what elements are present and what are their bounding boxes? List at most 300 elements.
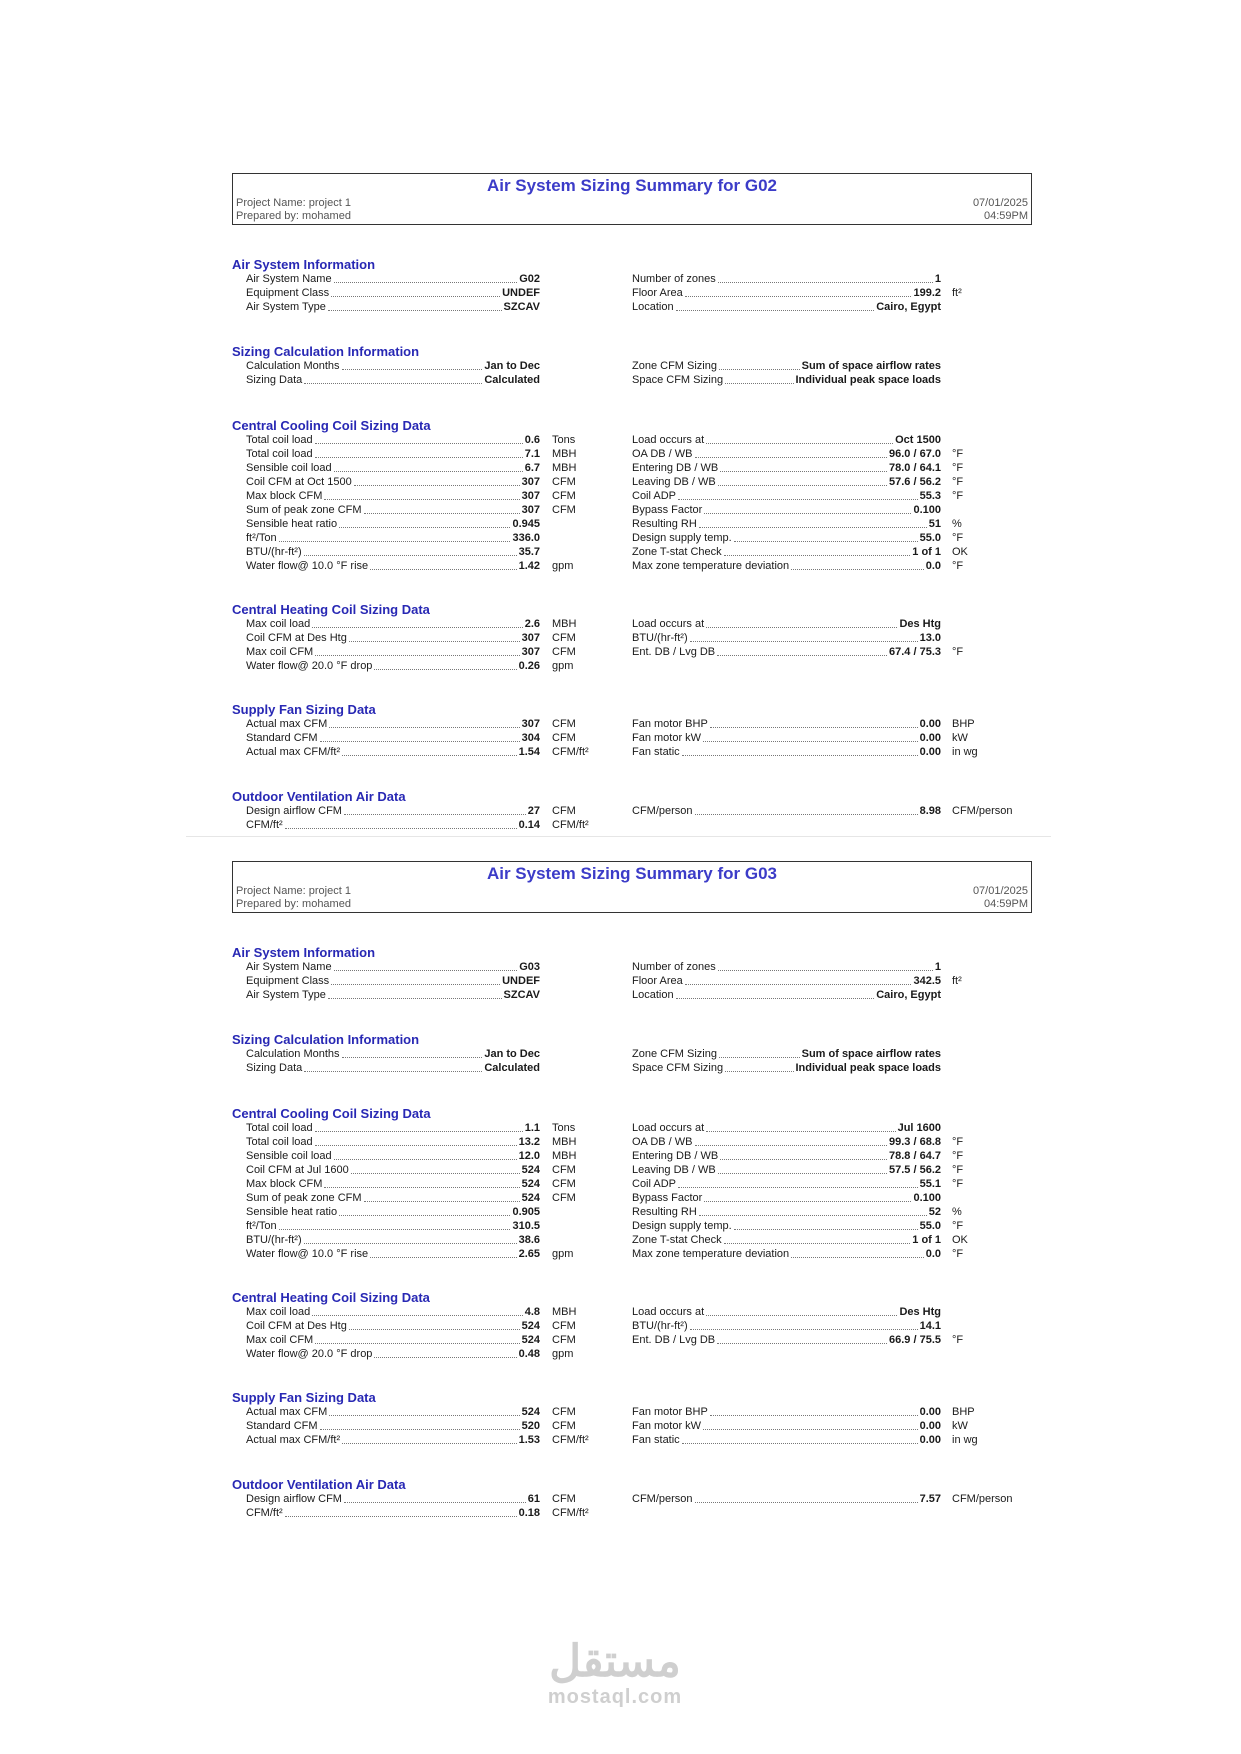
field-value: 1.53 bbox=[518, 1434, 540, 1446]
field-label: Max zone temperature deviation bbox=[632, 560, 790, 572]
field-row-actual-max-cfm bbox=[246, 1405, 540, 1419]
field-unit: °F bbox=[952, 1334, 964, 1346]
field-value: 310.5 bbox=[512, 1220, 540, 1232]
field-row-fan-motor-kw bbox=[632, 731, 941, 745]
field-row-load-occurs-at bbox=[632, 617, 941, 631]
field-value: 1 bbox=[934, 961, 941, 973]
field-row-max-block-cfm bbox=[246, 489, 540, 503]
field-label: BTU/(hr-ft²) bbox=[632, 632, 688, 644]
dot-leader bbox=[364, 1201, 520, 1202]
dot-leader bbox=[690, 641, 918, 642]
field-value: 27 bbox=[527, 805, 540, 817]
field-row-coil-cfm-at-des-htg bbox=[246, 631, 540, 645]
field-label: Sensible heat ratio bbox=[246, 1206, 338, 1218]
field-row-standard-cfm bbox=[246, 1419, 540, 1433]
field-label: Standard CFM bbox=[246, 1420, 318, 1432]
field-label: Equipment Class bbox=[246, 975, 330, 987]
dot-leader bbox=[320, 741, 520, 742]
field-label: Zone T-stat Check bbox=[632, 1234, 722, 1246]
field-row-coil-adp bbox=[632, 1177, 941, 1191]
field-row-max-coil-cfm bbox=[246, 1333, 540, 1347]
dot-leader bbox=[718, 485, 887, 486]
field-row-ent-db-lvg-db bbox=[632, 1333, 941, 1347]
field-value: 524 bbox=[521, 1192, 540, 1204]
field-value: 2.6 bbox=[524, 618, 540, 630]
field-unit: CFM/person bbox=[952, 1493, 1013, 1505]
field-value: 304 bbox=[521, 732, 540, 744]
field-row-location bbox=[632, 988, 941, 1002]
dot-leader bbox=[725, 383, 793, 384]
report-time: 04:59PM bbox=[983, 210, 1028, 222]
report-header bbox=[232, 861, 1032, 913]
section-title-central-heating-coil-sizing-data: Central Heating Coil Sizing Data bbox=[232, 1290, 430, 1305]
field-label: Design airflow CFM bbox=[246, 805, 342, 817]
field-unit: CFM/person bbox=[952, 805, 1013, 817]
field-label: Coil CFM at Des Htg bbox=[246, 632, 347, 644]
field-row-max-coil-load bbox=[246, 1305, 540, 1319]
watermark-latin: mostaql.com bbox=[547, 1686, 683, 1708]
field-label: Sensible coil load bbox=[246, 1150, 332, 1162]
dot-leader bbox=[682, 755, 918, 756]
field-label: Air System Type bbox=[246, 989, 326, 1001]
field-unit: CFM bbox=[552, 1334, 576, 1346]
field-row-zone-t-stat-check bbox=[632, 1233, 941, 1247]
dot-leader bbox=[706, 1315, 897, 1316]
field-row-max-zone-temperature-deviation bbox=[632, 1247, 941, 1261]
project-name: Project Name: project 1 bbox=[236, 885, 351, 897]
dot-leader bbox=[690, 1329, 918, 1330]
dot-leader bbox=[685, 984, 912, 985]
dot-leader bbox=[364, 513, 520, 514]
dot-leader bbox=[351, 1173, 520, 1174]
dot-leader bbox=[717, 1343, 887, 1344]
dot-leader bbox=[342, 1443, 516, 1444]
field-value: 524 bbox=[521, 1178, 540, 1190]
field-value: 0.00 bbox=[919, 1420, 941, 1432]
field-row-total-coil-load bbox=[246, 1135, 540, 1149]
field-row-zone-cfm-sizing bbox=[632, 1047, 941, 1061]
field-unit: in wg bbox=[952, 746, 978, 758]
field-unit: °F bbox=[952, 462, 964, 474]
field-value: 307 bbox=[521, 490, 540, 502]
field-unit: °F bbox=[952, 1248, 964, 1260]
field-label: Zone T-stat Check bbox=[632, 546, 722, 558]
dot-leader bbox=[678, 1187, 918, 1188]
field-value: 307 bbox=[521, 504, 540, 516]
field-unit: gpm bbox=[552, 660, 574, 672]
dot-leader bbox=[349, 641, 520, 642]
dot-leader bbox=[312, 627, 523, 628]
field-label: Number of zones bbox=[632, 961, 716, 973]
dot-leader bbox=[682, 1443, 918, 1444]
field-label: ft²/Ton bbox=[246, 1220, 277, 1232]
field-label: Load occurs at bbox=[632, 434, 705, 446]
field-value: 0.00 bbox=[919, 746, 941, 758]
field-row-sum-of-peak-zone-cfm bbox=[246, 1191, 540, 1205]
field-unit: °F bbox=[952, 646, 964, 658]
section-title-central-cooling-coil-sizing-data: Central Cooling Coil Sizing Data bbox=[232, 418, 431, 433]
project-name: Project Name: project 1 bbox=[236, 197, 351, 209]
dot-leader bbox=[279, 1229, 511, 1230]
dot-leader bbox=[312, 1315, 523, 1316]
field-value: Individual peak space loads bbox=[795, 1062, 941, 1074]
field-value: 0.0 bbox=[925, 1248, 941, 1260]
field-unit: CFM bbox=[552, 732, 576, 744]
field-unit: CFM/ft² bbox=[552, 1507, 589, 1519]
field-value: 96.0 / 67.0 bbox=[889, 448, 941, 460]
field-label: BTU/(hr-ft²) bbox=[632, 1320, 688, 1332]
field-unit: CFM/ft² bbox=[552, 746, 589, 758]
field-label: Max coil load bbox=[246, 1306, 311, 1318]
field-unit: °F bbox=[952, 1164, 964, 1176]
field-label: BTU/(hr-ft²) bbox=[246, 546, 302, 558]
field-label: Load occurs at bbox=[632, 618, 705, 630]
section-title-air-system-information: Air System Information bbox=[232, 257, 376, 272]
field-row-resulting-rh bbox=[632, 1205, 941, 1219]
report-g03 bbox=[232, 861, 1032, 1519]
field-value: 307 bbox=[521, 632, 540, 644]
field-row-max-block-cfm bbox=[246, 1177, 540, 1191]
dot-leader bbox=[791, 569, 924, 570]
field-row-actual-max-cfm-ft bbox=[246, 1433, 540, 1447]
field-value: 52 bbox=[928, 1206, 941, 1218]
field-value: 51 bbox=[928, 518, 941, 530]
field-value: 13.2 bbox=[518, 1136, 540, 1148]
dot-leader bbox=[706, 627, 897, 628]
field-value: 55.0 bbox=[919, 1220, 941, 1232]
prepared-by: Prepared by: mohamed bbox=[236, 210, 351, 222]
dot-leader bbox=[334, 970, 518, 971]
field-value: 0.14 bbox=[518, 819, 540, 831]
field-label: Equipment Class bbox=[246, 287, 330, 299]
field-unit: CFM bbox=[552, 632, 576, 644]
dot-leader bbox=[719, 369, 800, 370]
field-unit: CFM bbox=[552, 504, 576, 516]
dot-leader bbox=[315, 443, 523, 444]
field-row-number-of-zones bbox=[632, 272, 941, 286]
field-label: Design airflow CFM bbox=[246, 1493, 342, 1505]
field-row-fan-static bbox=[632, 745, 941, 759]
field-label: Total coil load bbox=[246, 434, 313, 446]
field-row-entering-db-wb bbox=[632, 461, 941, 475]
field-row-cfm-person bbox=[632, 804, 941, 818]
field-unit: CFM bbox=[552, 1192, 576, 1204]
field-value: 67.4 / 75.3 bbox=[889, 646, 941, 658]
field-unit: °F bbox=[952, 1220, 964, 1232]
dot-leader bbox=[334, 471, 523, 472]
field-label: Total coil load bbox=[246, 1122, 313, 1134]
dot-leader bbox=[304, 1071, 482, 1072]
dot-leader bbox=[331, 984, 500, 985]
field-unit: CFM/ft² bbox=[552, 1434, 589, 1446]
field-label: Resulting RH bbox=[632, 1206, 697, 1218]
field-value: 1 bbox=[934, 273, 941, 285]
dot-leader bbox=[370, 1257, 516, 1258]
field-row-design-airflow-cfm bbox=[246, 804, 540, 818]
field-label: Coil CFM at Jul 1600 bbox=[246, 1164, 349, 1176]
field-value: 7.57 bbox=[919, 1493, 941, 1505]
field-label: Actual max CFM bbox=[246, 1406, 328, 1418]
field-value: 307 bbox=[521, 646, 540, 658]
field-row-floor-area bbox=[632, 974, 941, 988]
section-title-outdoor-ventilation-air-data: Outdoor Ventilation Air Data bbox=[232, 789, 406, 804]
prepared-by: Prepared by: mohamed bbox=[236, 898, 351, 910]
field-unit: CFM bbox=[552, 1178, 576, 1190]
field-row-fan-motor-kw bbox=[632, 1419, 941, 1433]
field-unit: kW bbox=[952, 1420, 968, 1432]
field-row-sum-of-peak-zone-cfm bbox=[246, 503, 540, 517]
field-label: Fan motor kW bbox=[632, 732, 702, 744]
dot-leader bbox=[699, 527, 927, 528]
dot-leader bbox=[334, 282, 518, 283]
field-label: Number of zones bbox=[632, 273, 716, 285]
field-label: Space CFM Sizing bbox=[632, 374, 724, 386]
field-value: 0.00 bbox=[919, 732, 941, 744]
field-row-oa-db-wb bbox=[632, 447, 941, 461]
dot-leader bbox=[324, 499, 519, 500]
field-label: Bypass Factor bbox=[632, 504, 703, 516]
field-label: Resulting RH bbox=[632, 518, 697, 530]
field-value: 1.54 bbox=[518, 746, 540, 758]
field-label: Floor Area bbox=[632, 287, 683, 299]
field-row-water-flow-20-0-f-drop bbox=[246, 659, 540, 673]
field-row-standard-cfm bbox=[246, 731, 540, 745]
section-title-central-cooling-coil-sizing-data: Central Cooling Coil Sizing Data bbox=[232, 1106, 431, 1121]
field-value: Jan to Dec bbox=[484, 360, 540, 372]
field-label: Bypass Factor bbox=[632, 1192, 703, 1204]
dot-leader bbox=[704, 1201, 911, 1202]
field-label: OA DB / WB bbox=[632, 1136, 693, 1148]
field-label: Load occurs at bbox=[632, 1306, 705, 1318]
field-row-max-coil-load bbox=[246, 617, 540, 631]
dot-leader bbox=[285, 828, 517, 829]
dot-leader bbox=[304, 1243, 517, 1244]
field-row-actual-max-cfm-ft bbox=[246, 745, 540, 759]
field-row-air-system-name bbox=[246, 272, 540, 286]
section-title-supply-fan-sizing-data: Supply Fan Sizing Data bbox=[232, 1390, 376, 1405]
dot-leader bbox=[354, 485, 520, 486]
field-label: Air System Type bbox=[246, 301, 326, 313]
field-row-design-airflow-cfm bbox=[246, 1492, 540, 1506]
field-row-total-coil-load bbox=[246, 1121, 540, 1135]
field-value: 0.18 bbox=[518, 1507, 540, 1519]
field-row-zone-t-stat-check bbox=[632, 545, 941, 559]
dot-leader bbox=[695, 1502, 918, 1503]
field-label: ft²/Ton bbox=[246, 532, 277, 544]
field-unit: MBH bbox=[552, 1136, 577, 1148]
field-value: SZCAV bbox=[503, 301, 540, 313]
section-title-supply-fan-sizing-data: Supply Fan Sizing Data bbox=[232, 702, 376, 717]
section-title-central-heating-coil-sizing-data: Central Heating Coil Sizing Data bbox=[232, 602, 430, 617]
section-title-air-system-information: Air System Information bbox=[232, 945, 376, 960]
field-unit: CFM bbox=[552, 476, 576, 488]
report-header bbox=[232, 173, 1032, 225]
field-label: Water flow@ 10.0 °F rise bbox=[246, 560, 369, 572]
field-value: 0.100 bbox=[913, 504, 941, 516]
field-row-sizing-data bbox=[246, 1061, 540, 1075]
field-unit: BHP bbox=[952, 1406, 975, 1418]
dot-leader bbox=[339, 527, 510, 528]
field-label: Fan motor BHP bbox=[632, 1406, 708, 1418]
dot-leader bbox=[315, 1343, 519, 1344]
field-row-fan-motor-bhp bbox=[632, 1405, 941, 1419]
field-value: 0.100 bbox=[913, 1192, 941, 1204]
field-value: 7.1 bbox=[524, 448, 540, 460]
field-label: Max block CFM bbox=[246, 490, 323, 502]
field-value: 78.8 / 64.7 bbox=[889, 1150, 941, 1162]
field-label: Sum of peak zone CFM bbox=[246, 504, 362, 516]
dot-leader bbox=[339, 1215, 510, 1216]
field-unit: °F bbox=[952, 560, 964, 572]
field-label: Water flow@ 10.0 °F rise bbox=[246, 1248, 369, 1260]
field-label: Max coil CFM bbox=[246, 646, 314, 658]
field-row-leaving-db-wb bbox=[632, 1163, 941, 1177]
dot-leader bbox=[734, 541, 918, 542]
field-value: 57.6 / 56.2 bbox=[889, 476, 941, 488]
field-row-ent-db-lvg-db bbox=[632, 645, 941, 659]
dot-leader bbox=[374, 669, 516, 670]
dot-leader bbox=[678, 499, 918, 500]
field-label: Calculation Months bbox=[246, 360, 340, 372]
dot-leader bbox=[342, 1057, 483, 1058]
report-title: Air System Sizing Summary for G02 bbox=[486, 176, 778, 195]
field-unit: °F bbox=[952, 1136, 964, 1148]
field-row-zone-cfm-sizing bbox=[632, 359, 941, 373]
field-value: Des Htg bbox=[899, 618, 941, 630]
field-label: Leaving DB / WB bbox=[632, 1164, 716, 1176]
field-value: Calculated bbox=[484, 1062, 540, 1074]
field-row-cfm-person bbox=[632, 1492, 941, 1506]
field-value: UNDEF bbox=[502, 287, 540, 299]
field-unit: MBH bbox=[552, 462, 577, 474]
field-value: 0.00 bbox=[919, 1406, 941, 1418]
field-row-btu-hr-ft bbox=[246, 1233, 540, 1247]
field-row-calculation-months bbox=[246, 1047, 540, 1061]
field-value: 78.0 / 64.1 bbox=[889, 462, 941, 474]
dot-leader bbox=[717, 655, 887, 656]
field-label: Air System Name bbox=[246, 961, 332, 973]
field-label: Coil CFM at Oct 1500 bbox=[246, 476, 352, 488]
field-value: G03 bbox=[519, 961, 540, 973]
section-title-sizing-calculation-information: Sizing Calculation Information bbox=[232, 1032, 420, 1047]
dot-leader bbox=[342, 755, 516, 756]
field-value: Sum of space airflow rates bbox=[801, 1048, 941, 1060]
field-value: Sum of space airflow rates bbox=[801, 360, 941, 372]
field-unit: MBH bbox=[552, 448, 577, 460]
field-row-bypass-factor bbox=[632, 503, 941, 517]
field-label: Design supply temp. bbox=[632, 1220, 732, 1232]
field-row-load-occurs-at bbox=[632, 1121, 941, 1135]
field-row-sensible-heat-ratio bbox=[246, 517, 540, 531]
field-unit: OK bbox=[952, 1234, 968, 1246]
field-row-fan-motor-bhp bbox=[632, 717, 941, 731]
field-value: Individual peak space loads bbox=[795, 374, 941, 386]
field-value: 14.1 bbox=[919, 1320, 941, 1332]
field-row-total-coil-load bbox=[246, 447, 540, 461]
field-unit: OK bbox=[952, 546, 968, 558]
field-label: Total coil load bbox=[246, 1136, 313, 1148]
dot-leader bbox=[331, 296, 500, 297]
field-value: 0.945 bbox=[512, 518, 540, 530]
field-row-actual-max-cfm bbox=[246, 717, 540, 731]
field-value: Oct 1500 bbox=[895, 434, 941, 446]
field-value: 1 of 1 bbox=[912, 1234, 941, 1246]
dot-leader bbox=[720, 1159, 887, 1160]
field-row-space-cfm-sizing bbox=[632, 1061, 941, 1075]
dot-leader bbox=[328, 998, 502, 999]
field-row-load-occurs-at bbox=[632, 1305, 941, 1319]
report-date: 07/01/2025 bbox=[972, 885, 1028, 897]
dot-leader bbox=[676, 310, 875, 311]
dot-leader bbox=[724, 1243, 911, 1244]
field-unit: CFM bbox=[552, 646, 576, 658]
dot-leader bbox=[734, 1229, 918, 1230]
field-row-water-flow-10-0-f-rise bbox=[246, 1247, 540, 1261]
dot-leader bbox=[329, 1415, 519, 1416]
field-row-max-coil-cfm bbox=[246, 645, 540, 659]
field-row-entering-db-wb bbox=[632, 1149, 941, 1163]
dot-leader bbox=[685, 296, 912, 297]
field-value: 0.26 bbox=[518, 660, 540, 672]
field-unit: CFM bbox=[552, 1320, 576, 1332]
field-row-btu-hr-ft bbox=[632, 1319, 941, 1333]
field-unit: Tons bbox=[552, 1122, 576, 1134]
field-value: 524 bbox=[521, 1320, 540, 1332]
field-value: Calculated bbox=[484, 374, 540, 386]
field-value: 307 bbox=[521, 718, 540, 730]
field-unit: CFM bbox=[552, 1420, 576, 1432]
field-value: Cairo, Egypt bbox=[876, 989, 941, 1001]
field-row-space-cfm-sizing bbox=[632, 373, 941, 387]
field-value: 1 of 1 bbox=[912, 546, 941, 558]
field-row-air-system-name bbox=[246, 960, 540, 974]
dot-leader bbox=[342, 369, 483, 370]
field-label: Sum of peak zone CFM bbox=[246, 1192, 362, 1204]
field-label: OA DB / WB bbox=[632, 448, 693, 460]
dot-leader bbox=[718, 282, 933, 283]
field-label: CFM/person bbox=[632, 1493, 693, 1505]
field-value: 66.9 / 75.5 bbox=[889, 1334, 941, 1346]
field-label: Standard CFM bbox=[246, 732, 318, 744]
report-time: 04:59PM bbox=[983, 898, 1028, 910]
dot-leader bbox=[279, 541, 511, 542]
dot-leader bbox=[710, 727, 918, 728]
field-label: Floor Area bbox=[632, 975, 683, 987]
field-unit: °F bbox=[952, 1178, 964, 1190]
report-title: Air System Sizing Summary for G03 bbox=[486, 864, 778, 883]
field-value: 57.5 / 56.2 bbox=[889, 1164, 941, 1176]
field-row-bypass-factor bbox=[632, 1191, 941, 1205]
field-unit: CFM bbox=[552, 490, 576, 502]
field-row-design-supply-temp bbox=[632, 1219, 941, 1233]
dot-leader bbox=[725, 1071, 793, 1072]
field-row-ft-ton bbox=[246, 1219, 540, 1233]
field-value: 12.0 bbox=[518, 1150, 540, 1162]
field-value: 4.8 bbox=[524, 1306, 540, 1318]
dot-leader bbox=[304, 383, 482, 384]
field-unit: ft² bbox=[952, 975, 962, 987]
field-label: Coil ADP bbox=[632, 1178, 677, 1190]
field-value: 524 bbox=[521, 1334, 540, 1346]
dot-leader bbox=[704, 513, 911, 514]
field-row-equipment-class bbox=[246, 286, 540, 300]
dot-leader bbox=[315, 1145, 517, 1146]
field-label: Fan motor kW bbox=[632, 1420, 702, 1432]
field-unit: CFM bbox=[552, 1406, 576, 1418]
field-label: CFM/ft² bbox=[246, 1507, 283, 1519]
dot-leader bbox=[706, 1131, 895, 1132]
field-label: Sensible heat ratio bbox=[246, 518, 338, 530]
